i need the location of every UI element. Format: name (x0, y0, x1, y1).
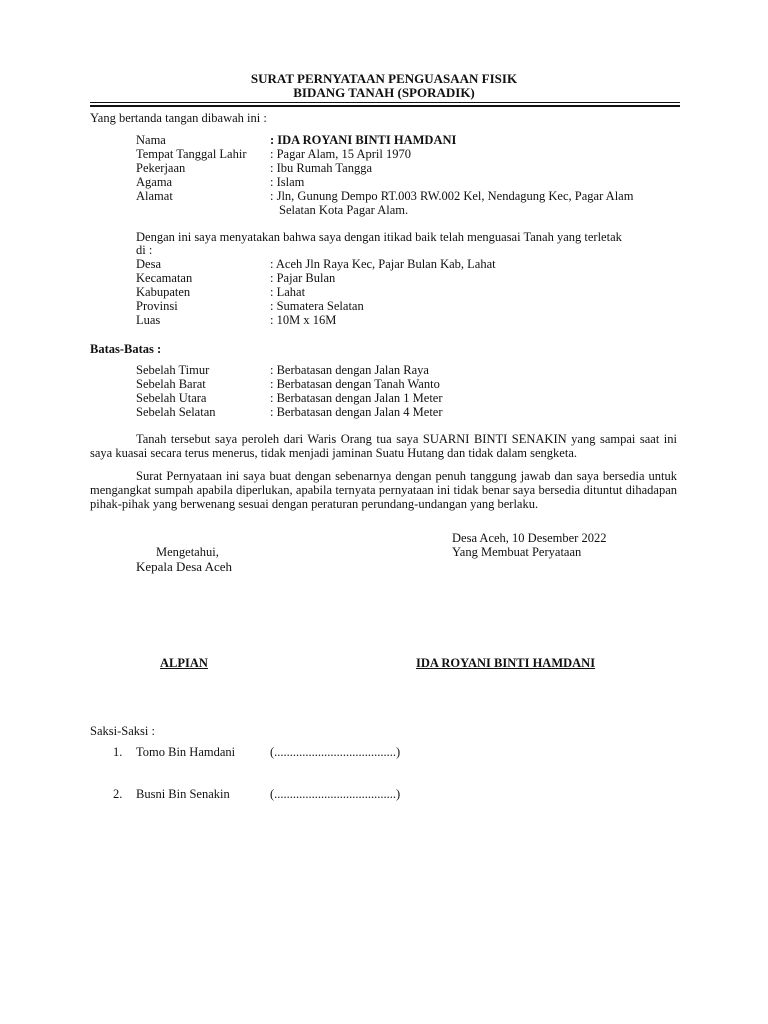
borders-heading: Batas-Batas : (90, 342, 162, 356)
witness-signature-line: (.......................................) (270, 745, 401, 759)
acknowledge-label: Mengetahui, (156, 545, 219, 559)
border-label-north: Sebelah Utara (136, 391, 207, 405)
location-label-regency: Kabupaten (136, 285, 191, 299)
witness-heading: Saksi-Saksi : (90, 724, 155, 738)
title-rule-thick (90, 105, 680, 107)
location-label-area: Luas (136, 313, 161, 327)
village-head-name: ALPIAN (160, 656, 208, 670)
identity-label-name: Nama (136, 133, 166, 147)
witness-name: Busni Bin Senakin (136, 787, 230, 801)
witness-number: 2. (113, 787, 123, 801)
paragraph-inheritance (90, 432, 677, 460)
statement-line2: di : (136, 243, 153, 257)
identity-value-name: : IDA ROYANI BINTI HAMDANI (270, 133, 457, 147)
maker-label: Yang Membuat Peryataan (452, 545, 582, 559)
document-title-line2: BIDANG TANAH (SPORADIK) (293, 85, 475, 100)
location-value-province: : Sumatera Selatan (270, 299, 364, 313)
identity-label-religion: Agama (136, 175, 173, 189)
border-label-east: Sebelah Timur (136, 363, 210, 377)
identity-value-occupation: : Ibu Rumah Tangga (270, 161, 373, 175)
location-value-village: : Aceh Jln Raya Kec, Pajar Bulan Kab, Lahat (270, 257, 496, 271)
border-value-east: : Berbatasan dengan Jalan Raya (270, 363, 429, 377)
paragraph-declaration-text: Surat Pernyataan ini saya buat dengan sebenarnya dengan penuh tanggung jawab dan saya bersedia untuk mengangkat sumpah apabila diperlukan, apabila ternyata pernyataan ini tidak benar saya bersedia dituntut dihadapan pihak-pihak yang berwenang sesuai dengan peraturan perundang-undangan yang berlaku. (90, 469, 677, 511)
border-value-north: : Berbatasan dengan Jalan 1 Meter (270, 391, 443, 405)
paragraph-inheritance-text: Tanah tersebut saya peroleh dari Waris Orang tua saya SUARNI BINTI SENAKIN yang sampai saat ini saya kuasai secara terus menerus, tidak menjadi jaminan Suatu Hutang dan tidak dalam sengketa. (90, 432, 677, 460)
identity-label-birth: Tempat Tanggal Lahir (136, 147, 247, 161)
intro-text: Yang bertanda tangan dibawah ini : (90, 111, 267, 125)
identity-value-address: : Jln, Gunung Dempo RT.003 RW.002 Kel, Nendagung Kec, Pagar Alam (270, 189, 634, 203)
witness-signature-line: (.......................................) (270, 787, 401, 801)
place-date: Desa Aceh, 10 Desember 2022 (452, 531, 607, 545)
identity-label-address: Alamat (136, 189, 173, 203)
border-label-south: Sebelah Selatan (136, 405, 216, 419)
location-label-province: Provinsi (136, 299, 178, 313)
border-label-west: Sebelah Barat (136, 377, 206, 391)
paragraph-declaration (90, 469, 677, 511)
location-value-district: : Pajar Bulan (270, 271, 336, 285)
witness-number: 1. (113, 745, 123, 759)
border-value-south: : Berbatasan dengan Jalan 4 Meter (270, 405, 443, 419)
document-title-line1: SURAT PERNYATAAN PENGUASAAN FISIK (250, 71, 518, 86)
location-value-regency: : Lahat (270, 285, 306, 299)
statement-line1: Dengan ini saya menyatakan bahwa saya dengan itikad baik telah menguasai Tanah yang terletak (136, 230, 622, 244)
identity-label-occupation: Pekerjaan (136, 161, 186, 175)
identity-value-birth: : Pagar Alam, 15 April 1970 (270, 147, 411, 161)
identity-value-address-cont: Selatan Kota Pagar Alam. (279, 203, 409, 217)
location-label-village: Desa (136, 257, 161, 271)
location-value-area: : 10M x 16M (270, 313, 337, 327)
border-value-west: : Berbatasan dengan Tanah Wanto (270, 377, 440, 391)
witness-name: Tomo Bin Hamdani (136, 745, 236, 759)
identity-value-religion: : Islam (270, 175, 305, 189)
maker-name: IDA ROYANI BINTI HAMDANI (416, 656, 596, 670)
title-rule-thin (90, 102, 680, 103)
location-label-district: Kecamatan (136, 271, 193, 285)
village-head-title: Kepala Desa Aceh (136, 559, 233, 574)
